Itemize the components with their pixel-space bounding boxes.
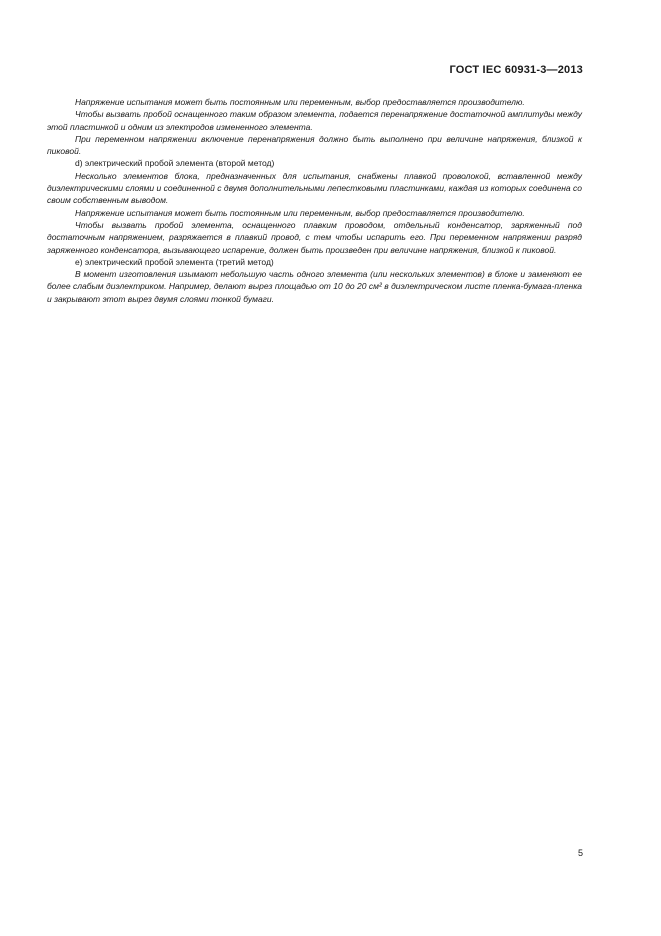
paragraph-test-voltage-1: Напряжение испытания может быть постоянным или переменным, выбор предоставляется производителю. bbox=[75, 97, 525, 107]
paragraph-ac-peak-1: При переменном напряжении включение перенапряжения должно быть выполнено при величине напряжения, близкой к пиковой. bbox=[47, 133, 582, 157]
paragraph-fuse-wire: Несколько элементов блока, предназначенных для испытания, снабжены плавкой проволокой, вставленной между диэлектрическими слоями и соединенной с двумя дополнительными лепестковыми пластинками, каждая из которых соединена со своим собственным выводом. bbox=[47, 170, 582, 206]
page-number: 5 bbox=[577, 848, 583, 858]
paragraph-breakdown-overvoltage: Чтобы вызвать пробой оснащенного таким образом элемента, подается перенапряжение достаточной амплитуды между этой пластинкой и одним из электродов измененного элемента. bbox=[47, 109, 582, 132]
paragraph-capacitor-discharge: Чтобы вызвать пробой элемента, оснащенного плавким проводом, отдельный конденсатор, заряженный под достаточным напряжением, разряжается в плавкий провод, с тем чтобы испарить его. При переменном напряжении разряд заряженного конденсатора, вызывающего испарение, должен быть произведен при величине напряжения, близкой к пиковой. bbox=[47, 219, 582, 255]
section-heading-d: d) электрический пробой элемента (второй метод) bbox=[75, 158, 275, 169]
paragraph-weak-dielectric: В момент изготовления изымают небольшую часть одного элемента (или нескольких элементов) в блоке и заменяют ее более слабым диэлектриком. Например, делают вырез площадью от 10 до 20 см² в диэлектрическом листе пленка-бумага-пленка и закрывают этот вырез двумя слоями тонкой бумаги. bbox=[47, 269, 582, 304]
document-header: ГОСТ IEC 60931-3—2013 bbox=[449, 64, 583, 76]
document-body bbox=[47, 96, 582, 305]
section-heading-e: e) электрический пробой элемента (третий метод) bbox=[75, 256, 274, 267]
paragraph-test-voltage-2: Напряжение испытания может быть постоянным или переменным, выбор предоставляется производителю. bbox=[75, 207, 525, 218]
